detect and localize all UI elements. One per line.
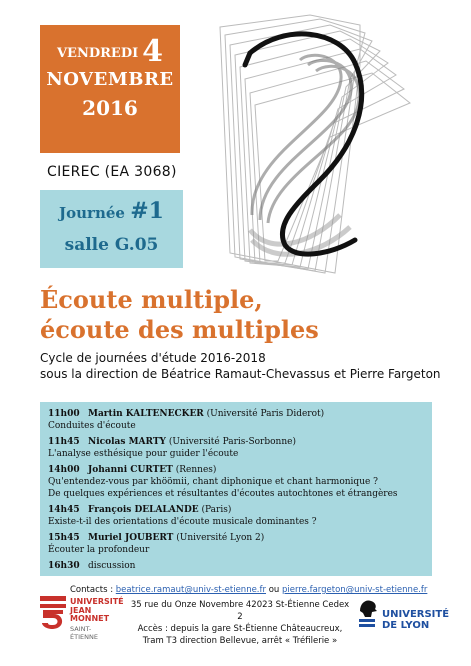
- program-item: [48, 464, 428, 500]
- program-talk: L'analyse esthésique pour guider l'écoute: [48, 449, 239, 459]
- ujm-line-2: JEAN MONNET: [70, 605, 110, 623]
- ujm-city: SAINT-ÉTIENNE: [70, 625, 98, 641]
- session-label-line: [40, 196, 183, 228]
- address-line-3: Tram T3 direction Bellevue, arrêt « Tréfilerie »: [142, 636, 338, 646]
- udl-line-2: DE LYON: [382, 620, 430, 631]
- program-time: 14h00: [48, 465, 80, 475]
- program-speaker: Nicolas MARTY: [88, 437, 166, 447]
- udl-logo: [357, 597, 450, 635]
- title-line-2: écoute des multiples: [40, 315, 319, 344]
- ujm-name: [70, 598, 124, 624]
- program-talk: Écouter la profondeur: [48, 545, 150, 555]
- session-box: [40, 190, 183, 268]
- program-time: 11h45: [48, 437, 80, 447]
- program-speaker: Martin KALTENECKER: [88, 409, 204, 419]
- program-affiliation: (Paris): [198, 505, 232, 515]
- event-subtitle: [40, 350, 441, 382]
- event-title: [40, 285, 319, 345]
- program-item: [48, 408, 428, 432]
- program-item: [48, 504, 428, 528]
- session-number: #1: [130, 198, 164, 224]
- ujm-logo: [40, 596, 124, 641]
- program-time: 16h30: [48, 561, 80, 571]
- udl-line-1: UNIVERSITÉ: [382, 609, 450, 620]
- program-speaker: François DELALANDE: [88, 505, 199, 515]
- program-label: discussion: [88, 561, 136, 571]
- program-talk: Existe-t-il des orientations d'écoute musicale dominantes ?: [48, 517, 317, 527]
- program-affiliation: (Université Paris-Sorbonne): [165, 437, 296, 447]
- session-label: Journée: [59, 204, 125, 222]
- address-block: [130, 599, 350, 647]
- lion-icon: [357, 597, 379, 631]
- contacts-label: Contacts :: [70, 585, 116, 595]
- address-line-1: 35 rue du Onze Novembre 42023 St-Étienne Cedex 2: [130, 600, 350, 622]
- day-number: 4: [142, 34, 164, 69]
- ujm-line-1: UNIVERSITÉ: [70, 597, 124, 606]
- date-month: NOVEMBRE: [46, 69, 174, 90]
- email-link-1[interactable]: beatrice.ramaut@univ-st-etienne.fr: [115, 585, 267, 595]
- email-link-2[interactable]: pierre.fargeton@univ-st-etienne.fr: [282, 585, 428, 595]
- program-time: 11h00: [48, 409, 80, 419]
- program-box: [40, 402, 432, 576]
- program-affiliation: (Rennes): [172, 465, 217, 475]
- program-item: [48, 560, 428, 572]
- harp-illustration: [190, 5, 455, 280]
- program-speaker: Johanni CURTET: [88, 465, 173, 475]
- title-line-1: Écoute multiple,: [40, 285, 263, 314]
- program-item: [48, 532, 428, 556]
- program-time: 15h45: [48, 533, 80, 543]
- program-affiliation: (Université Paris Diderot): [203, 409, 325, 419]
- program-talk: Qu'entendez-vous par khöömii, chant diphonique et chant harmonique ?: [48, 477, 379, 487]
- program-talk: De quelques expériences et résultantes d'écoutes autochtones et étrangères: [48, 489, 398, 499]
- contacts-separator: ou: [266, 585, 283, 595]
- program-talk: Conduites d'écoute: [48, 421, 136, 431]
- contacts-line: [70, 585, 427, 595]
- ujm-emblem-icon: [40, 596, 66, 630]
- date-day-line: [40, 34, 180, 69]
- date-box: [40, 25, 180, 153]
- program-time: 14h45: [48, 505, 80, 515]
- program-affiliation: (Université Lyon 2): [173, 533, 265, 543]
- program-speaker: Muriel JOUBERT: [88, 533, 174, 543]
- address-line-2: Accès : depuis la gare St-Étienne Châteaucreux,: [137, 624, 343, 634]
- organizer-label: CIEREC (EA 3068): [47, 164, 177, 180]
- subtitle-line-2: sous la direction de Béatrice Ramaut-Chevassus et Pierre Fargeton: [40, 367, 441, 381]
- date-year: 2016: [82, 96, 138, 120]
- program-item: [48, 436, 428, 460]
- subtitle-line-1: Cycle de journées d'étude 2016-2018: [40, 351, 266, 365]
- session-room: salle G.05: [64, 235, 159, 255]
- day-name: VENDREDI: [56, 46, 139, 61]
- udl-name: [382, 609, 449, 631]
